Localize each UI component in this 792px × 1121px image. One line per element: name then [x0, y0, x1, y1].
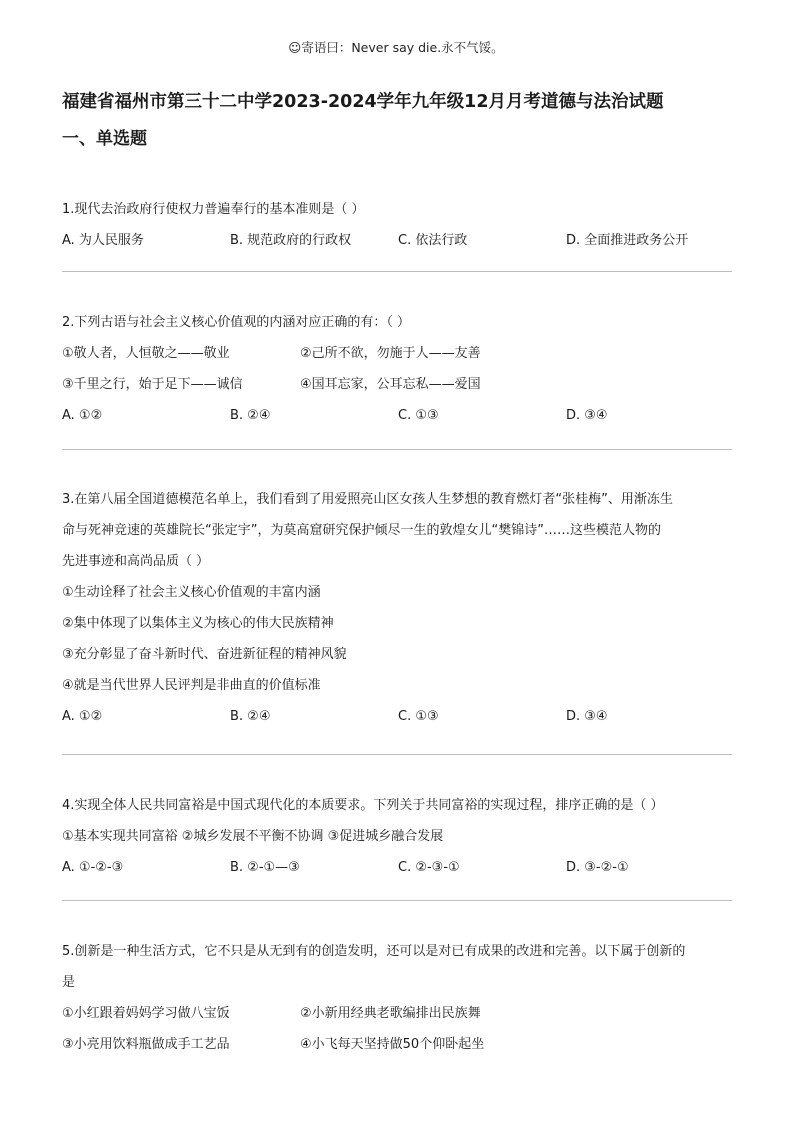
- question-1: [62, 194, 732, 256]
- statement-3: ③千里之行，始于足下——诚信: [62, 377, 243, 392]
- question-4: [62, 790, 732, 883]
- divider: [62, 900, 732, 901]
- option-b[interactable]: B. ②-①—③: [230, 860, 300, 875]
- statements-row: [62, 998, 732, 1029]
- statement-2: ②小新用经典老歌编排出民族舞: [300, 1006, 481, 1021]
- question-stem-line: 3.在第八届全国道德模范名单上，我们看到了用爱照亮山区女孩人生梦想的教育燃灯者“张桂梅”、用渐冻生: [62, 492, 673, 507]
- statement-4: ④小飞每天坚持做50个仰卧起坐: [300, 1037, 485, 1052]
- option-a[interactable]: A. 为人民服务: [62, 233, 144, 248]
- page-title: 福建省福州市第三十二中学2023-2024学年九年级12月月考道德与法治试题: [62, 92, 664, 112]
- question-3: [62, 484, 732, 732]
- option-c[interactable]: C. ②-③-①: [398, 860, 460, 875]
- option-c[interactable]: C. 依法行政: [398, 233, 468, 248]
- option-d[interactable]: D. 全面推进政务公开: [566, 233, 689, 248]
- header-motto: ☺寄语曰：Never say die.永不气馁。: [288, 40, 504, 55]
- options-row: [62, 701, 732, 732]
- option-d[interactable]: D. ③④: [566, 709, 608, 724]
- statement-2: ②集中体现了以集体主义为核心的伟大民族精神: [62, 616, 334, 631]
- statements-row: [62, 338, 732, 369]
- statement-3: ③小亮用饮料瓶做成手工艺品: [62, 1037, 230, 1052]
- option-b[interactable]: B. ②④: [230, 709, 271, 724]
- option-d[interactable]: D. ③④: [566, 408, 608, 423]
- statements-row: [62, 1029, 732, 1060]
- question-stem-line: 先进事迹和高尚品质（ ）: [62, 554, 210, 569]
- statement-2: ②己所不欲，勿施于人——友善: [300, 346, 481, 361]
- statement-1: ①小红跟着妈妈学习做八宝饭: [62, 1006, 230, 1021]
- statement-4: ④就是当代世界人民评判是非曲直的价值标准: [62, 678, 321, 693]
- option-d[interactable]: D. ③-②-①: [566, 860, 629, 875]
- option-b[interactable]: B. 规范政府的行政权: [230, 233, 352, 248]
- question-stem-line: 命与死神竞速的英雄院长“张定宇”，为莫高窟研究保护倾尽一生的敦煌女儿“樊锦诗”……这些模范人物的: [62, 523, 661, 538]
- divider: [62, 754, 732, 755]
- option-b[interactable]: B. ②④: [230, 408, 271, 423]
- option-a[interactable]: A. ①-②-③: [62, 860, 124, 875]
- section-title: 一、单选题: [62, 129, 147, 149]
- statement-3: ③充分彰显了奋斗新时代、奋进新征程的精神风貌: [62, 647, 347, 662]
- question-stem-line: 5.创新是一种生活方式，它不只是从无到有的创造发明，还可以是对已有成果的改进和完善。以下属于创新的: [62, 944, 686, 959]
- options-row: [62, 852, 732, 883]
- option-a[interactable]: A. ①②: [62, 709, 103, 724]
- statement-1: ①敬人者，人恒敬之——敬业: [62, 346, 230, 361]
- question-5: [62, 936, 732, 1060]
- question-stem: 4.实现全体人民共同富裕是中国式现代化的本质要求。下列关于共同富裕的实现过程，排序正确的是（ ）: [62, 798, 664, 813]
- question-stem-line: 是: [62, 975, 76, 990]
- divider: [62, 449, 732, 450]
- option-c[interactable]: C. ①③: [398, 408, 439, 423]
- statements-line: ①基本实现共同富裕 ②城乡发展不平衡不协调 ③促进城乡融合发展: [62, 829, 444, 844]
- statement-1: ①生动诠释了社会主义核心价值观的丰富内涵: [62, 585, 321, 600]
- statement-4: ④国耳忘家，公耳忘私——爱国: [300, 377, 481, 392]
- options-row: [62, 225, 732, 256]
- statements-row: [62, 369, 732, 400]
- question-stem: 1.现代去治政府行使权力普遍奉行的基本准则是（ ）: [62, 202, 365, 217]
- option-c[interactable]: C. ①③: [398, 709, 439, 724]
- option-a[interactable]: A. ①②: [62, 408, 103, 423]
- options-row: [62, 400, 732, 431]
- question-stem: 2.下列古语与社会主义核心价值观的内涵对应正确的有：（ ）: [62, 315, 411, 330]
- divider: [62, 271, 732, 272]
- question-2: [62, 307, 732, 431]
